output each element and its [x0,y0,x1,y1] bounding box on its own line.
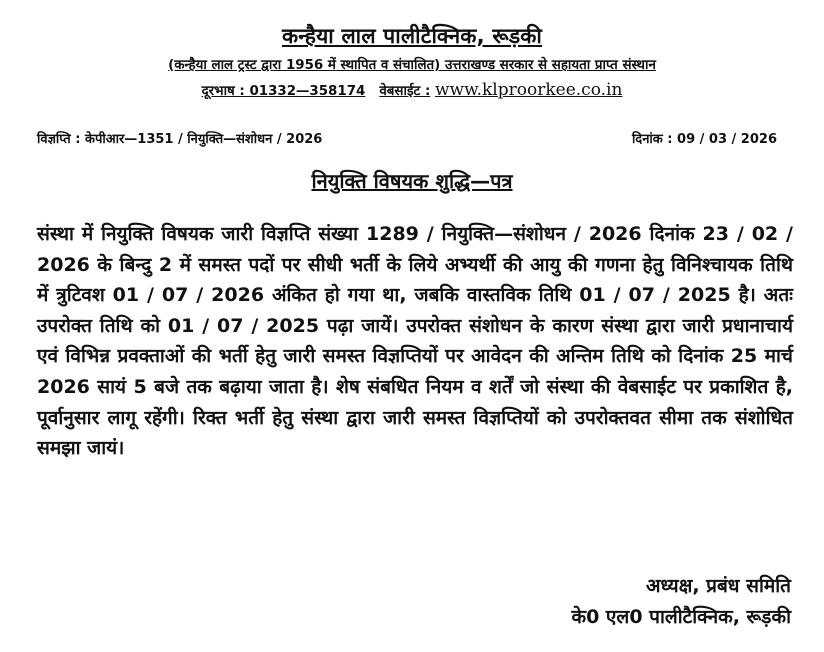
reference-line [37,129,777,147]
website-label: वेबसाईट : [379,84,431,99]
notice-body: संस्था में नियुक्ति विषयक जारी विज्ञप्ति संख्या 1289 / नियुक्ति—संशोधन / 2026 दिनांक 23 / 02 / 2026 के बिन्दु 2 में समस्त पदों पर सीधी भर्ती के लिये अभ्यर्थी की आयु की गणना हेतु विनिश्चायक तिथि में त्रुटिवश 01 / 07 / 2026 अंकित हो गया था, जबकि वास्तविक तिथि 01 / 07 / 2025 है। अतः उपरोक्त तिथि को 01 / 07 / 2025 पढ़ा जायें। उपरोक्त संशोधन के कारण संस्था द्वारा जारी प्रधानाचार्य एवं विभिन्न प्रवक्ताओं की भर्ती हेतु जारी समस्त विज्ञप्तियों पर आवेदन की अन्तिम तिथि को दिनांक 25 मार्च 2026 सायं 5 बजे तक बढ़ाया जाता है। शेष संबधित नियम व शर्तें जो संस्था की वेबसाईट पर प्रकाशित है, पूर्वानुसार लागू रहेंगी। रिक्त भर्ती हेतु संस्था द्वारा जारी समस्त विज्ञप्तियों को उपरोक्तवत सीमा तक संशोधित समझा जायं। [37,223,793,460]
institution-name: कन्हैया लाल पालीटैक्निक, रूड़की [281,24,543,48]
website-link[interactable]: www.klproorkee.co.in [434,80,623,100]
phone-number: दूरभाष : 01332—358174 [201,84,366,99]
notice-date: दिनांक : 09 / 03 / 2026 [631,132,777,147]
signature-block [572,571,792,633]
notice-number: विज्ञप्ति : केपीआर—1351 / नियुक्ति—संशोधन / 2026 [37,132,323,147]
signatory-organization: के0 एल0 पालीटैक्निक, रूड़की [571,606,791,628]
institution-subtitle: (कन्हैया लाल ट्रस्ट द्वारा 1956 में स्थापित व संचालित) उत्तराखण्ड सरकार से सहायता प्राप्त संस्थान [168,58,656,73]
notice-title: नियुक्ति विषयक शुद्धि—पत्र [311,169,513,193]
signatory-designation: अध्यक्ष, प्रबंध समिति [646,575,791,597]
contact-line [0,80,824,100]
